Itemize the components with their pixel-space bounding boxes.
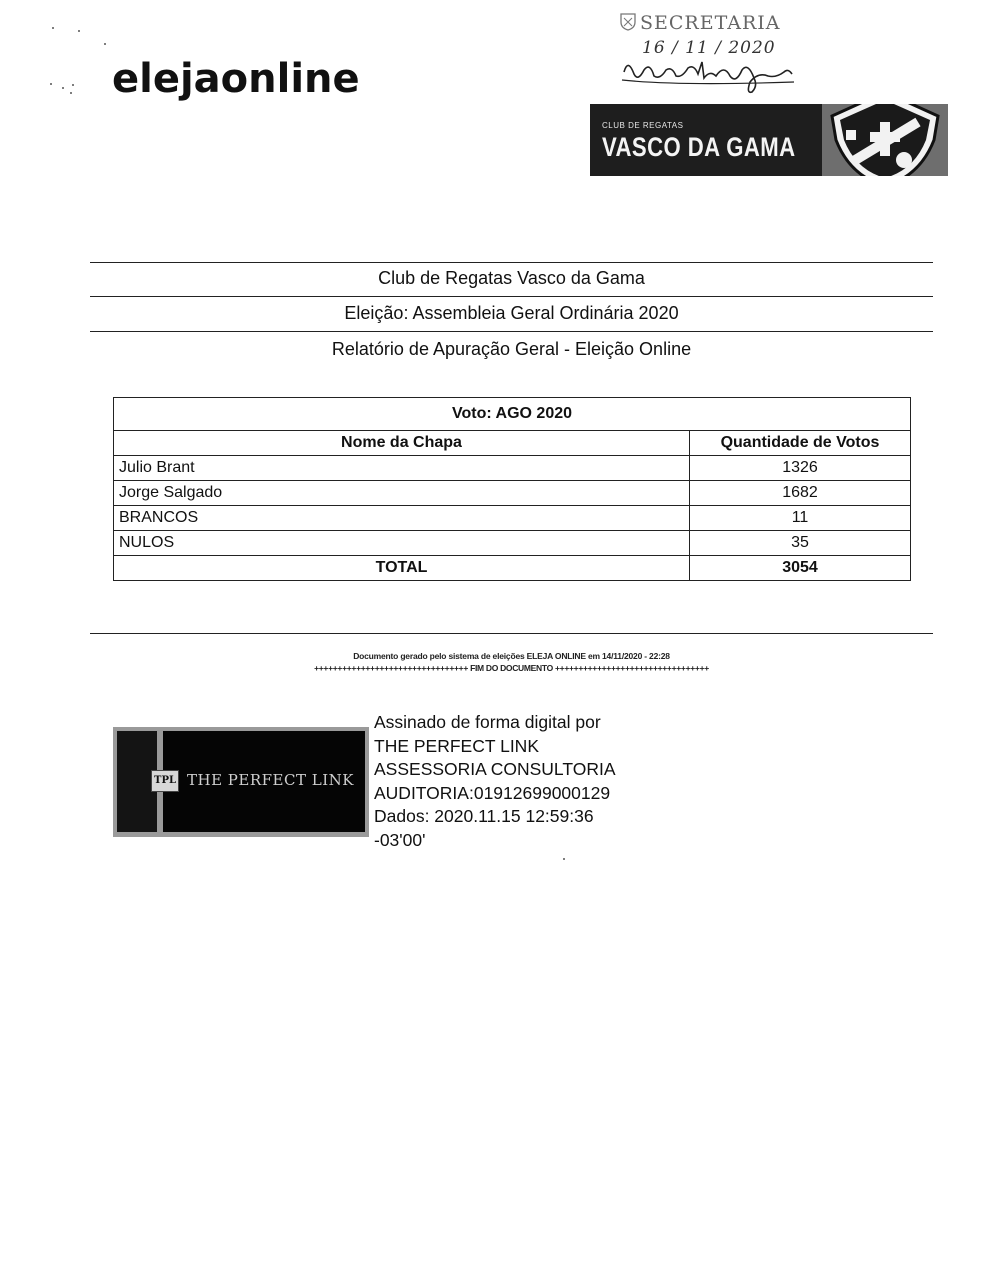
vasco-da-gama-banner xyxy=(590,104,948,176)
banner-subtitle: CLUB DE REGATAS xyxy=(602,121,684,130)
vote-caption: Voto: AGO 2020 xyxy=(114,398,911,431)
scan-speck xyxy=(62,87,64,89)
stamp-date: 16 / 11 / 2020 xyxy=(642,38,776,58)
scan-speck xyxy=(104,43,106,45)
end-of-document: +++++++++++++++++++++++++++++++++ FIM DO DOCUMENTO +++++++++++++++++++++++++++++++++ xyxy=(314,663,709,673)
slate-name: Julio Brant xyxy=(114,456,690,481)
generated-note: Documento gerado pelo sistema de eleições ELEJA ONLINE em 14/11/2020 - 22:28 xyxy=(353,651,670,661)
scan-speck xyxy=(72,84,74,86)
scan-speck xyxy=(52,27,54,29)
report-title: Relatório de Apuração Geral - Eleição Online xyxy=(331,339,692,359)
table-row xyxy=(114,506,911,531)
seal-brand: THE PERFECT LINK xyxy=(187,771,354,789)
table-row xyxy=(114,456,911,481)
scan-speck xyxy=(78,30,80,32)
banner-name: VASCO DA GAMA xyxy=(602,132,796,162)
table-row xyxy=(114,481,911,506)
total-label: TOTAL xyxy=(114,556,690,581)
vote-count: 1682 xyxy=(690,481,911,506)
divider xyxy=(90,262,933,263)
column-header-votes: Quantidade de Votos xyxy=(690,431,911,456)
signature-line: THE PERFECT LINK xyxy=(374,735,539,756)
handwritten-signature xyxy=(618,52,798,98)
total-row xyxy=(114,556,911,581)
club-name: Club de Regatas Vasco da Gama xyxy=(378,268,645,288)
divider xyxy=(90,633,933,634)
perfect-link-seal xyxy=(113,727,369,837)
digital-signature-text xyxy=(374,711,616,853)
elejaonline-logo: elejaonline xyxy=(112,56,360,102)
total-votes: 3054 xyxy=(690,556,911,581)
vote-count: 1326 xyxy=(690,456,911,481)
vote-count: 35 xyxy=(690,531,911,556)
slate-name: BRANCOS xyxy=(114,506,690,531)
table-row xyxy=(114,531,911,556)
signature-line: Dados: 2020.11.15 12:59:36 xyxy=(374,806,594,827)
header-row xyxy=(114,431,911,456)
signature-line: ASSESSORIA CONSULTORIA xyxy=(374,759,616,780)
secretaria-stamp xyxy=(618,8,798,98)
election-title: Eleição: Assembleia Geral Ordinária 2020 xyxy=(344,303,679,323)
signature-line: AUDITORIA:01912699000129 xyxy=(374,782,611,803)
stamp-title: SECRETARIA xyxy=(640,12,781,34)
tpl-badge: TPL xyxy=(151,770,179,792)
scan-speck xyxy=(50,83,52,85)
results-table xyxy=(113,397,911,581)
slate-name: Jorge Salgado xyxy=(114,481,690,506)
slate-name: NULOS xyxy=(114,531,690,556)
scan-speck xyxy=(563,858,565,860)
signature-line: -03'00' xyxy=(374,829,426,850)
divider xyxy=(90,331,933,332)
scan-speck xyxy=(70,92,72,94)
column-header-name: Nome da Chapa xyxy=(114,431,690,456)
signature-line: Assinado de forma digital por xyxy=(374,712,601,732)
vasco-crest-icon xyxy=(822,104,948,176)
vote-count: 11 xyxy=(690,506,911,531)
caption-row xyxy=(114,398,911,431)
club-crest-icon xyxy=(620,13,636,31)
divider xyxy=(90,296,933,297)
